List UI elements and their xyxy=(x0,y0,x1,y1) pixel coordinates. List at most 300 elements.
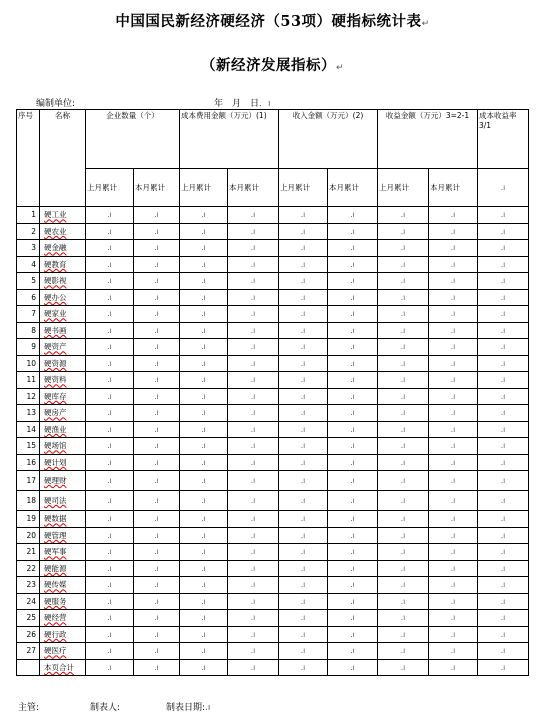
data-cell[interactable]: .ı xyxy=(134,405,180,422)
data-cell[interactable]: .ı xyxy=(378,560,429,577)
data-cell[interactable]: .ı xyxy=(228,577,279,594)
data-cell[interactable]: .ı xyxy=(378,643,429,660)
data-cell[interactable]: .ı xyxy=(279,240,328,257)
data-cell[interactable]: .ı xyxy=(86,577,134,594)
data-cell[interactable]: .ı xyxy=(228,610,279,627)
data-cell[interactable]: .ı xyxy=(180,207,228,224)
data-cell[interactable]: .ı xyxy=(279,438,328,455)
data-cell[interactable]: .ı xyxy=(180,289,228,306)
data-cell[interactable]: .ı xyxy=(328,372,378,389)
data-cell[interactable]: .ı xyxy=(228,659,279,676)
data-cell[interactable]: .ı xyxy=(378,223,429,240)
data-cell[interactable]: .ı xyxy=(328,306,378,323)
data-cell[interactable]: .ı xyxy=(180,577,228,594)
data-cell[interactable]: .ı xyxy=(378,240,429,257)
subheader-ratio: .ı xyxy=(478,169,529,207)
data-cell[interactable]: .ı xyxy=(86,560,134,577)
data-cell[interactable]: .ı xyxy=(279,454,328,471)
data-cell[interactable]: .ı xyxy=(378,339,429,356)
data-cell[interactable]: .ı xyxy=(86,511,134,528)
data-cell[interactable]: .ı xyxy=(228,491,279,511)
data-cell[interactable]: .ı xyxy=(328,322,378,339)
data-cell[interactable]: .ı xyxy=(134,372,180,389)
data-cell[interactable]: .ı xyxy=(429,610,478,627)
data-cell[interactable]: .ı xyxy=(328,577,378,594)
data-cell[interactable]: .ı xyxy=(279,527,328,544)
data-cell[interactable]: .ı xyxy=(378,454,429,471)
data-cell[interactable]: .ı xyxy=(328,438,378,455)
data-cell[interactable]: .ı xyxy=(328,207,378,224)
data-cell[interactable]: .ı xyxy=(478,223,529,240)
table-row xyxy=(17,322,529,339)
data-cell[interactable]: .ı xyxy=(180,626,228,643)
data-cell[interactable]: .ı xyxy=(478,544,529,561)
data-cell[interactable]: .ı xyxy=(328,388,378,405)
data-cell[interactable]: .ı xyxy=(478,355,529,372)
data-cell[interactable]: .ı xyxy=(134,207,180,224)
data-cell[interactable]: .ı xyxy=(378,438,429,455)
data-cell[interactable]: .ı xyxy=(134,577,180,594)
data-cell[interactable]: .ı xyxy=(134,454,180,471)
data-cell[interactable]: .ı xyxy=(228,289,279,306)
data-cell[interactable]: .ı xyxy=(134,355,180,372)
data-cell[interactable]: .ı xyxy=(228,593,279,610)
table-row xyxy=(17,372,529,389)
data-cell[interactable]: .ı xyxy=(86,659,134,676)
table-row xyxy=(17,643,529,660)
row-seq: 14 xyxy=(17,421,40,438)
data-cell[interactable]: .ı xyxy=(328,544,378,561)
data-cell[interactable]: .ı xyxy=(429,421,478,438)
subheader-this-cum: 本月累计 xyxy=(228,169,279,207)
data-cell[interactable]: .ı xyxy=(478,372,529,389)
data-cell[interactable]: .ı xyxy=(134,610,180,627)
row-seq: 10 xyxy=(17,355,40,372)
data-cell[interactable]: .ı xyxy=(429,544,478,561)
data-cell[interactable]: .ı xyxy=(86,339,134,356)
data-cell[interactable]: .ı xyxy=(429,372,478,389)
data-cell[interactable]: .ı xyxy=(86,491,134,511)
data-cell[interactable]: .ı xyxy=(478,405,529,422)
data-cell[interactable]: .ı xyxy=(228,339,279,356)
data-cell[interactable]: .ı xyxy=(378,610,429,627)
row-seq: 20 xyxy=(17,527,40,544)
header-cost-profit-ratio: 成本收益率3/1 xyxy=(478,110,529,169)
row-seq: 3 xyxy=(17,240,40,257)
data-cell[interactable]: .ı xyxy=(134,643,180,660)
table-row xyxy=(17,454,529,471)
data-cell[interactable]: .ı xyxy=(134,240,180,257)
data-cell[interactable]: .ı xyxy=(228,544,279,561)
data-cell[interactable]: .ı xyxy=(228,438,279,455)
data-cell[interactable]: .ı xyxy=(279,593,328,610)
row-name: 硬行政 xyxy=(40,626,86,643)
data-cell[interactable]: .ı xyxy=(478,511,529,528)
data-cell[interactable]: .ı xyxy=(228,273,279,290)
data-cell[interactable]: .ı xyxy=(279,273,328,290)
data-cell[interactable]: .ı xyxy=(429,273,478,290)
data-cell[interactable]: .ı xyxy=(228,405,279,422)
data-cell[interactable]: .ı xyxy=(180,256,228,273)
data-cell[interactable]: .ı xyxy=(429,207,478,224)
data-cell[interactable]: .ı xyxy=(378,626,429,643)
data-cell[interactable]: .ı xyxy=(378,511,429,528)
data-cell[interactable]: .ı xyxy=(478,643,529,660)
data-cell[interactable]: .ı xyxy=(279,306,328,323)
data-cell[interactable]: .ı xyxy=(180,322,228,339)
data-cell[interactable]: .ı xyxy=(328,626,378,643)
data-cell[interactable]: .ı xyxy=(86,256,134,273)
data-cell[interactable]: .ı xyxy=(228,421,279,438)
data-cell[interactable]: .ı xyxy=(228,372,279,389)
data-cell[interactable]: .ı xyxy=(279,421,328,438)
statistics-table xyxy=(16,109,529,676)
data-cell[interactable]: .ı xyxy=(328,256,378,273)
data-cell[interactable]: .ı xyxy=(134,626,180,643)
data-cell[interactable]: .ı xyxy=(228,511,279,528)
data-cell[interactable]: .ı xyxy=(328,560,378,577)
data-cell[interactable]: .ı xyxy=(378,256,429,273)
data-cell[interactable]: .ı xyxy=(228,322,279,339)
data-cell[interactable]: .ı xyxy=(429,560,478,577)
data-cell[interactable]: .ı xyxy=(86,438,134,455)
data-cell[interactable]: .ı xyxy=(180,306,228,323)
data-cell[interactable]: .ı xyxy=(180,438,228,455)
table-row xyxy=(17,273,529,290)
data-cell[interactable]: .ı xyxy=(86,610,134,627)
row-name: 硬服务 xyxy=(40,593,86,610)
data-cell[interactable]: .ı xyxy=(279,322,328,339)
data-cell[interactable]: .ı xyxy=(180,560,228,577)
data-cell[interactable]: .ı xyxy=(478,438,529,455)
data-cell[interactable]: .ı xyxy=(86,454,134,471)
data-cell[interactable]: .ı xyxy=(279,544,328,561)
data-cell[interactable]: .ı xyxy=(86,626,134,643)
data-cell[interactable]: .ı xyxy=(378,273,429,290)
data-cell[interactable]: .ı xyxy=(134,544,180,561)
data-cell[interactable]: .ı xyxy=(228,223,279,240)
data-cell[interactable]: .ı xyxy=(279,223,328,240)
data-cell[interactable]: .ı xyxy=(86,223,134,240)
data-cell[interactable]: .ı xyxy=(134,438,180,455)
data-cell[interactable]: .ı xyxy=(429,339,478,356)
data-cell[interactable]: .ı xyxy=(429,643,478,660)
data-cell[interactable]: .ı xyxy=(328,289,378,306)
data-cell[interactable]: .ı xyxy=(180,643,228,660)
data-cell[interactable]: .ı xyxy=(86,355,134,372)
data-cell[interactable]: .ı xyxy=(279,372,328,389)
data-cell[interactable]: .ı xyxy=(180,544,228,561)
data-cell[interactable]: .ı xyxy=(228,388,279,405)
data-cell[interactable]: .ı xyxy=(180,593,228,610)
row-seq: 12 xyxy=(17,388,40,405)
data-cell[interactable]: .ı xyxy=(328,471,378,491)
data-cell[interactable]: .ı xyxy=(180,372,228,389)
data-cell[interactable]: .ı xyxy=(378,306,429,323)
data-cell[interactable]: .ı xyxy=(378,659,429,676)
row-seq: 25 xyxy=(17,610,40,627)
data-cell[interactable]: .ı xyxy=(134,339,180,356)
row-name: 硬渔业 xyxy=(40,421,86,438)
data-cell[interactable]: .ı xyxy=(86,306,134,323)
data-cell[interactable]: .ı xyxy=(180,388,228,405)
data-cell[interactable]: .ı xyxy=(429,223,478,240)
data-cell[interactable]: .ı xyxy=(478,240,529,257)
data-cell[interactable]: .ı xyxy=(478,289,529,306)
unit-label: 编制单位: xyxy=(36,99,76,109)
data-cell[interactable]: .ı xyxy=(86,593,134,610)
row-name: 硬资源 xyxy=(40,355,86,372)
data-cell[interactable]: .ı xyxy=(134,511,180,528)
data-cell[interactable]: .ı xyxy=(478,577,529,594)
data-cell[interactable]: .ı xyxy=(134,306,180,323)
row-seq xyxy=(17,659,40,676)
data-cell[interactable]: .ı xyxy=(328,593,378,610)
data-cell[interactable]: .ı xyxy=(279,355,328,372)
table-row xyxy=(17,527,529,544)
data-cell[interactable]: .ı xyxy=(86,421,134,438)
data-cell[interactable]: .ı xyxy=(328,659,378,676)
table-row xyxy=(17,256,529,273)
data-cell[interactable]: .ı xyxy=(478,471,529,491)
data-cell[interactable]: .ı xyxy=(429,659,478,676)
data-cell[interactable]: .ı xyxy=(279,643,328,660)
data-cell[interactable]: .ı xyxy=(228,240,279,257)
data-cell[interactable]: .ı xyxy=(134,421,180,438)
data-cell[interactable]: .ı xyxy=(429,306,478,323)
subheader-prev-cum: 上月累计 xyxy=(378,169,429,207)
data-cell[interactable]: .ı xyxy=(228,306,279,323)
data-cell[interactable]: .ı xyxy=(279,511,328,528)
data-cell[interactable]: .ı xyxy=(86,372,134,389)
data-cell[interactable]: .ı xyxy=(429,438,478,455)
data-cell[interactable]: .ı xyxy=(134,527,180,544)
data-cell[interactable]: .ı xyxy=(180,527,228,544)
data-cell[interactable]: .ı xyxy=(279,659,328,676)
row-seq: 6 xyxy=(17,289,40,306)
data-cell[interactable]: .ı xyxy=(228,626,279,643)
data-cell[interactable]: .ı xyxy=(429,527,478,544)
data-cell[interactable]: .ı xyxy=(180,659,228,676)
header-profit: 收益金额（万元）3=2-1 xyxy=(378,110,478,169)
data-cell[interactable]: .ı xyxy=(328,527,378,544)
data-cell[interactable]: .ı xyxy=(279,491,328,511)
data-cell[interactable]: .ı xyxy=(86,289,134,306)
data-cell[interactable]: .ı xyxy=(478,560,529,577)
footer-preparer: 制表人: xyxy=(90,703,121,713)
data-cell[interactable]: .ı xyxy=(86,527,134,544)
data-cell[interactable]: .ı xyxy=(180,610,228,627)
data-cell[interactable]: .ı xyxy=(134,560,180,577)
data-cell[interactable]: .ı xyxy=(478,306,529,323)
data-cell[interactable]: .ı xyxy=(328,339,378,356)
subheader-prev-cum: 上月累计 xyxy=(180,169,228,207)
data-cell[interactable]: .ı xyxy=(328,454,378,471)
data-cell[interactable]: .ı xyxy=(328,511,378,528)
data-cell[interactable]: .ı xyxy=(228,207,279,224)
data-cell[interactable]: .ı xyxy=(378,207,429,224)
data-cell[interactable]: .ı xyxy=(429,405,478,422)
data-cell[interactable]: .ı xyxy=(478,659,529,676)
data-cell[interactable]: .ı xyxy=(180,273,228,290)
header-enterprise-count: 企业数量（个） xyxy=(86,110,180,169)
data-cell[interactable]: .ı xyxy=(180,405,228,422)
data-cell[interactable]: .ı xyxy=(134,223,180,240)
data-cell[interactable]: .ı xyxy=(478,322,529,339)
data-cell[interactable]: .ı xyxy=(378,471,429,491)
table-row xyxy=(17,355,529,372)
data-cell[interactable]: .ı xyxy=(328,223,378,240)
row-seq: 23 xyxy=(17,577,40,594)
data-cell[interactable]: .ı xyxy=(86,207,134,224)
data-cell[interactable]: .ı xyxy=(86,643,134,660)
data-cell[interactable]: .ı xyxy=(478,491,529,511)
data-cell[interactable]: .ı xyxy=(378,322,429,339)
document-subtitle: （新经济发展指标）↵ xyxy=(200,57,345,74)
data-cell[interactable]: .ı xyxy=(134,322,180,339)
data-cell[interactable]: .ı xyxy=(478,339,529,356)
data-cell[interactable]: .ı xyxy=(429,388,478,405)
data-cell[interactable]: .ı xyxy=(134,256,180,273)
data-cell[interactable]: .ı xyxy=(429,511,478,528)
data-cell[interactable]: .ı xyxy=(134,289,180,306)
data-cell[interactable]: .ı xyxy=(180,339,228,356)
data-cell[interactable]: .ı xyxy=(180,454,228,471)
data-cell[interactable]: .ı xyxy=(180,240,228,257)
table-row xyxy=(17,577,529,594)
table-row xyxy=(17,626,529,643)
table-row xyxy=(17,405,529,422)
data-cell[interactable]: .ı xyxy=(328,491,378,511)
data-cell[interactable]: .ı xyxy=(86,322,134,339)
data-cell[interactable]: .ı xyxy=(478,207,529,224)
data-cell[interactable]: .ı xyxy=(478,593,529,610)
data-cell[interactable]: .ı xyxy=(378,593,429,610)
data-cell[interactable]: .ı xyxy=(429,626,478,643)
data-cell[interactable]: .ı xyxy=(228,454,279,471)
data-cell[interactable]: .ı xyxy=(429,491,478,511)
data-cell[interactable]: .ı xyxy=(478,610,529,627)
data-cell[interactable]: .ı xyxy=(279,560,328,577)
data-cell[interactable]: .ı xyxy=(378,577,429,594)
data-cell[interactable]: .ı xyxy=(328,240,378,257)
data-cell[interactable]: .ı xyxy=(378,372,429,389)
data-cell[interactable]: .ı xyxy=(279,610,328,627)
footer-prep-date: 制表日期:.ı xyxy=(166,703,211,713)
data-cell[interactable]: .ı xyxy=(279,626,328,643)
data-cell[interactable]: .ı xyxy=(279,256,328,273)
data-cell[interactable]: .ı xyxy=(279,471,328,491)
data-cell[interactable]: .ı xyxy=(328,610,378,627)
data-cell[interactable]: .ı xyxy=(180,421,228,438)
data-cell[interactable]: .ı xyxy=(279,405,328,422)
data-cell[interactable]: .ı xyxy=(279,388,328,405)
data-cell[interactable]: .ı xyxy=(180,491,228,511)
data-cell[interactable]: .ı xyxy=(429,240,478,257)
data-cell[interactable]: .ı xyxy=(134,659,180,676)
data-cell[interactable]: .ı xyxy=(429,289,478,306)
data-cell[interactable]: .ı xyxy=(228,355,279,372)
data-cell[interactable]: .ı xyxy=(328,273,378,290)
data-cell[interactable]: .ı xyxy=(478,256,529,273)
data-cell[interactable]: .ı xyxy=(429,593,478,610)
data-cell[interactable]: .ı xyxy=(478,388,529,405)
row-name: 硬场馆 xyxy=(40,438,86,455)
data-cell[interactable]: .ı xyxy=(228,527,279,544)
data-cell[interactable]: .ı xyxy=(279,339,328,356)
row-seq: 1 xyxy=(17,207,40,224)
data-cell[interactable]: .ı xyxy=(328,421,378,438)
data-cell[interactable]: .ı xyxy=(279,577,328,594)
row-seq: 21 xyxy=(17,544,40,561)
data-cell[interactable]: .ı xyxy=(478,626,529,643)
data-cell[interactable]: .ı xyxy=(86,471,134,491)
data-cell[interactable]: .ı xyxy=(279,207,328,224)
data-cell[interactable]: .ı xyxy=(134,471,180,491)
row-seq: 9 xyxy=(17,339,40,356)
data-cell[interactable]: .ı xyxy=(228,471,279,491)
data-cell[interactable]: .ı xyxy=(86,388,134,405)
row-seq: 2 xyxy=(17,223,40,240)
data-cell[interactable]: .ı xyxy=(429,355,478,372)
data-cell[interactable]: .ı xyxy=(478,421,529,438)
data-cell[interactable]: .ı xyxy=(180,223,228,240)
data-cell[interactable]: .ı xyxy=(478,273,529,290)
data-cell[interactable]: .ı xyxy=(228,256,279,273)
row-seq: 11 xyxy=(17,372,40,389)
data-cell[interactable]: .ı xyxy=(86,544,134,561)
data-cell[interactable]: .ı xyxy=(429,471,478,491)
data-cell[interactable]: .ı xyxy=(378,289,429,306)
data-cell[interactable]: .ı xyxy=(328,405,378,422)
data-cell[interactable]: .ı xyxy=(134,491,180,511)
subheader-this-cum: 本月累计 xyxy=(328,169,378,207)
data-cell[interactable]: .ı xyxy=(378,405,429,422)
data-cell[interactable]: .ı xyxy=(86,273,134,290)
data-cell[interactable]: .ı xyxy=(429,322,478,339)
data-cell[interactable]: .ı xyxy=(180,471,228,491)
data-cell[interactable]: .ı xyxy=(279,289,328,306)
data-cell[interactable]: .ı xyxy=(378,527,429,544)
data-cell[interactable]: .ı xyxy=(180,511,228,528)
data-cell[interactable]: .ı xyxy=(86,240,134,257)
data-cell[interactable]: .ı xyxy=(478,527,529,544)
row-seq: 13 xyxy=(17,405,40,422)
data-cell[interactable]: .ı xyxy=(378,544,429,561)
data-cell[interactable]: .ı xyxy=(134,593,180,610)
data-cell[interactable]: .ı xyxy=(228,560,279,577)
data-cell[interactable]: .ı xyxy=(86,405,134,422)
data-cell[interactable]: .ı xyxy=(378,491,429,511)
data-cell[interactable]: .ı xyxy=(328,355,378,372)
row-seq: 17 xyxy=(17,471,40,491)
data-cell[interactable]: .ı xyxy=(429,454,478,471)
data-cell[interactable]: .ı xyxy=(134,273,180,290)
row-name: 硬管理 xyxy=(40,527,86,544)
data-cell[interactable]: .ı xyxy=(228,643,279,660)
data-cell[interactable]: .ı xyxy=(478,454,529,471)
data-cell[interactable]: .ı xyxy=(180,355,228,372)
data-cell[interactable]: .ı xyxy=(429,577,478,594)
data-cell[interactable]: .ı xyxy=(378,388,429,405)
data-cell[interactable]: .ı xyxy=(134,388,180,405)
data-cell[interactable]: .ı xyxy=(429,256,478,273)
table-row xyxy=(17,438,529,455)
data-cell[interactable]: .ı xyxy=(378,421,429,438)
table-row xyxy=(17,511,529,528)
data-cell[interactable]: .ı xyxy=(378,355,429,372)
data-cell[interactable]: .ı xyxy=(328,643,378,660)
